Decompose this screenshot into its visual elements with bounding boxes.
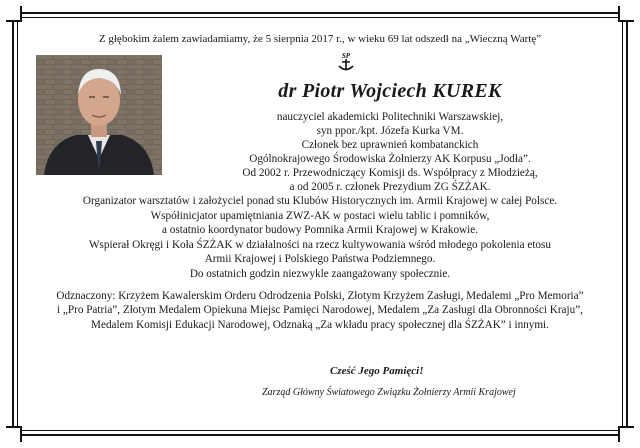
memory-tribute: Cześć Jego Pamięci!: [330, 365, 424, 377]
awards-line: i „Pro Patria”, Złotym Medalem Opiekuna Miejsc Pamięci Narodowej, Medalem „Za Zasługi dla Obronności Kraju”,: [57, 304, 583, 317]
frame-corner-top-right: [618, 6, 634, 22]
biography-line: nauczyciel akademicki Politechniki Warszawskiej,: [276, 111, 504, 123]
portrait-photo: [36, 55, 162, 175]
emblem-text: SP: [341, 52, 351, 60]
awards-block: [28, 289, 612, 332]
biography-line: Od 2002 r. Przewodniczący Komisji ds. Współpracy z Młodzieżą,: [242, 167, 538, 180]
awards-line: Odznaczony: Krzyżem Kawalerskim Orderu Odrodzenia Polski, Złotym Krzyżem Zasługi, Medalemi „Pro Memoria”: [56, 290, 584, 302]
biography-line: a od 2005 r. członek Prezydium ZG ŚZŻAK.: [289, 181, 491, 194]
activities-line: Wspierał Okręgi i Koła ŚZŻAK w działalności na rzecz kultywowania wśród młodego pokolenia etosu: [89, 238, 551, 251]
awards-line: Medalem Komisji Edukacji Narodowej, Odznaką „Za wkładu pracy społecznej dla ŚZŻAK” i innymi.: [91, 318, 549, 331]
biography-line: syn ppor./kpt. Józefa Kurka VM.: [316, 125, 464, 138]
activities-block: [30, 194, 610, 282]
activities-line: Do ostatnich godzin niezwykle zaangażowany społecznie.: [189, 267, 451, 280]
deceased-name: dr Piotr Wojciech KUREK: [278, 80, 502, 102]
activities-line: Armii Krajowej i Polskiego Państwa Podziemnego.: [204, 253, 436, 266]
frame-corner-bottom-left: [6, 426, 22, 442]
biography-line: Członek bez uprawnień kombatanckich: [301, 139, 479, 152]
announcement-header: Z głębokim żalem zawiadamiamy, że 5 sierpnia 2017 r., w wieku 69 lat odszedł na „Wieczną Wartę”: [98, 33, 542, 45]
biography-line: Ogólnokrajowego Środowiska Żołnierzy AK Korpusu „Jodła”.: [249, 153, 531, 166]
activities-line: Organizator warsztatów i założyciel ponad stu Klubów Historycznych im. Armii Krajowej w całej Polsce.: [82, 195, 558, 207]
biography-block: [170, 110, 610, 195]
signature-board: Zarząd Główny Światowego Związku Żołnierzy Armii Krajowej: [262, 387, 516, 398]
activities-line: Współinicjator upamiętniania ZWZ-AK w postaci wielu tablic i pomników,: [150, 209, 490, 222]
frame-corner-top-left: [6, 6, 22, 22]
frame-corner-bottom-right: [618, 426, 634, 442]
activities-line: a ostatnio koordynator budowy Pomnika Armii Krajowej w Krakowie.: [162, 224, 478, 237]
anchor-sp-emblem-icon: [332, 50, 360, 74]
